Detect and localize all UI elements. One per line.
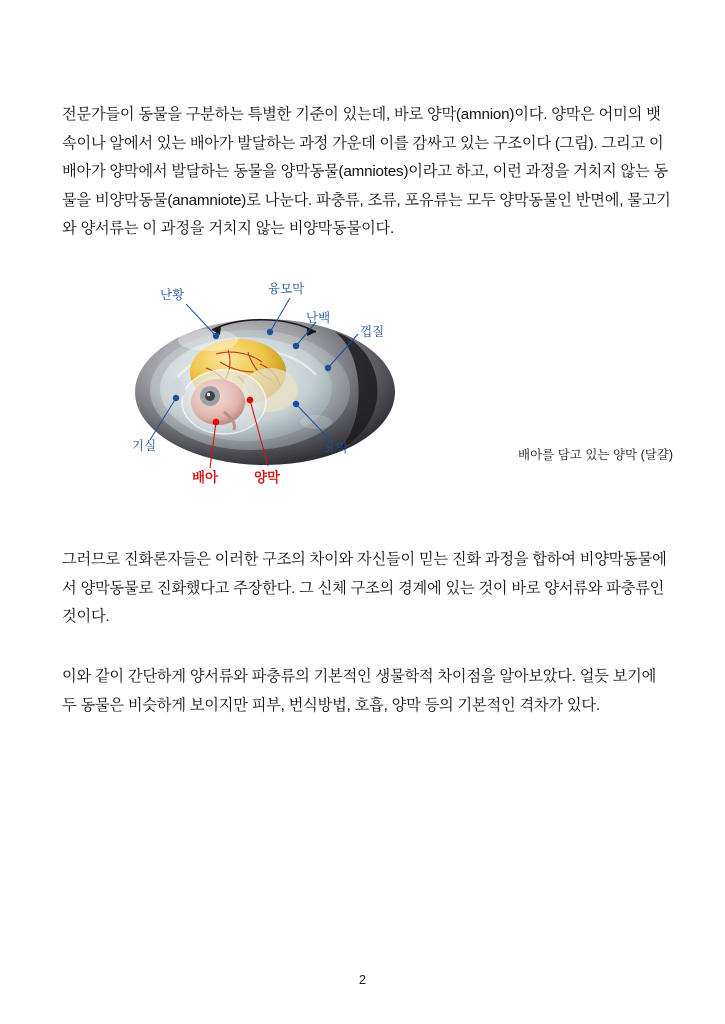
figure-caption: 배아를 담고 있는 양막 (달걀)	[518, 448, 674, 462]
egg-amnion-figure	[120, 272, 674, 502]
label-amnion: 양막	[254, 470, 281, 485]
paragraph-3: 이와 같이 간단하게 양서류와 파충류의 기본적인 생물학적 차이점을 알아보았다. 얼듯 보기에 두 동물은 비슷하게 보이지만 피부, 번식방법, 호흡, 양막 등의 기본적인 격차가 있다.	[62, 668, 657, 714]
label-albumen: 난백	[306, 311, 331, 325]
label-yolk: 난황	[160, 288, 185, 302]
page-number: 2	[358, 972, 367, 987]
shell-highlight-2	[300, 415, 332, 429]
label-allantois: 요막	[324, 441, 349, 455]
label-air-cell: 기실	[132, 439, 157, 453]
label-shell: 껍질	[360, 325, 385, 339]
paragraph-2: 그러므로 진화론자들은 이러한 구조의 차이와 자신들이 믿는 진화 과정을 합하여 비양막동물에서 양막동물로 진화했다고 주장한다. 그 신체 구조의 경계에 있는 것이 바로 양서류와 파충류인 것이다.	[62, 551, 667, 626]
paragraph-1: 전문가들이 동물을 구분하는 특별한 기준이 있는데, 바로 양막(amnion)이다. 양막은 어미의 뱃속이나 알에서 있는 배아가 발달하는 과정 가운데 이를 감싸고 있는 구조이다 (그림). 그리고 이 배아가 양막에서 발달하는 동물을 양막동물(amniotes)이라고 하고, 이런 과정을 거치지 않는 동물을 비양막동물(anamniote)로 나눈다. 파충류, 조류, 포유류는 모두 양막동물인 반면에, 물고기와 양서류는 이 과정을 거치지 않는 비양막동물이다.	[62, 106, 671, 238]
label-chorion: 융모막	[268, 282, 305, 296]
shell-highlight	[178, 329, 238, 351]
egg-diagram-svg	[120, 272, 590, 502]
label-embryo: 배아	[192, 470, 219, 485]
